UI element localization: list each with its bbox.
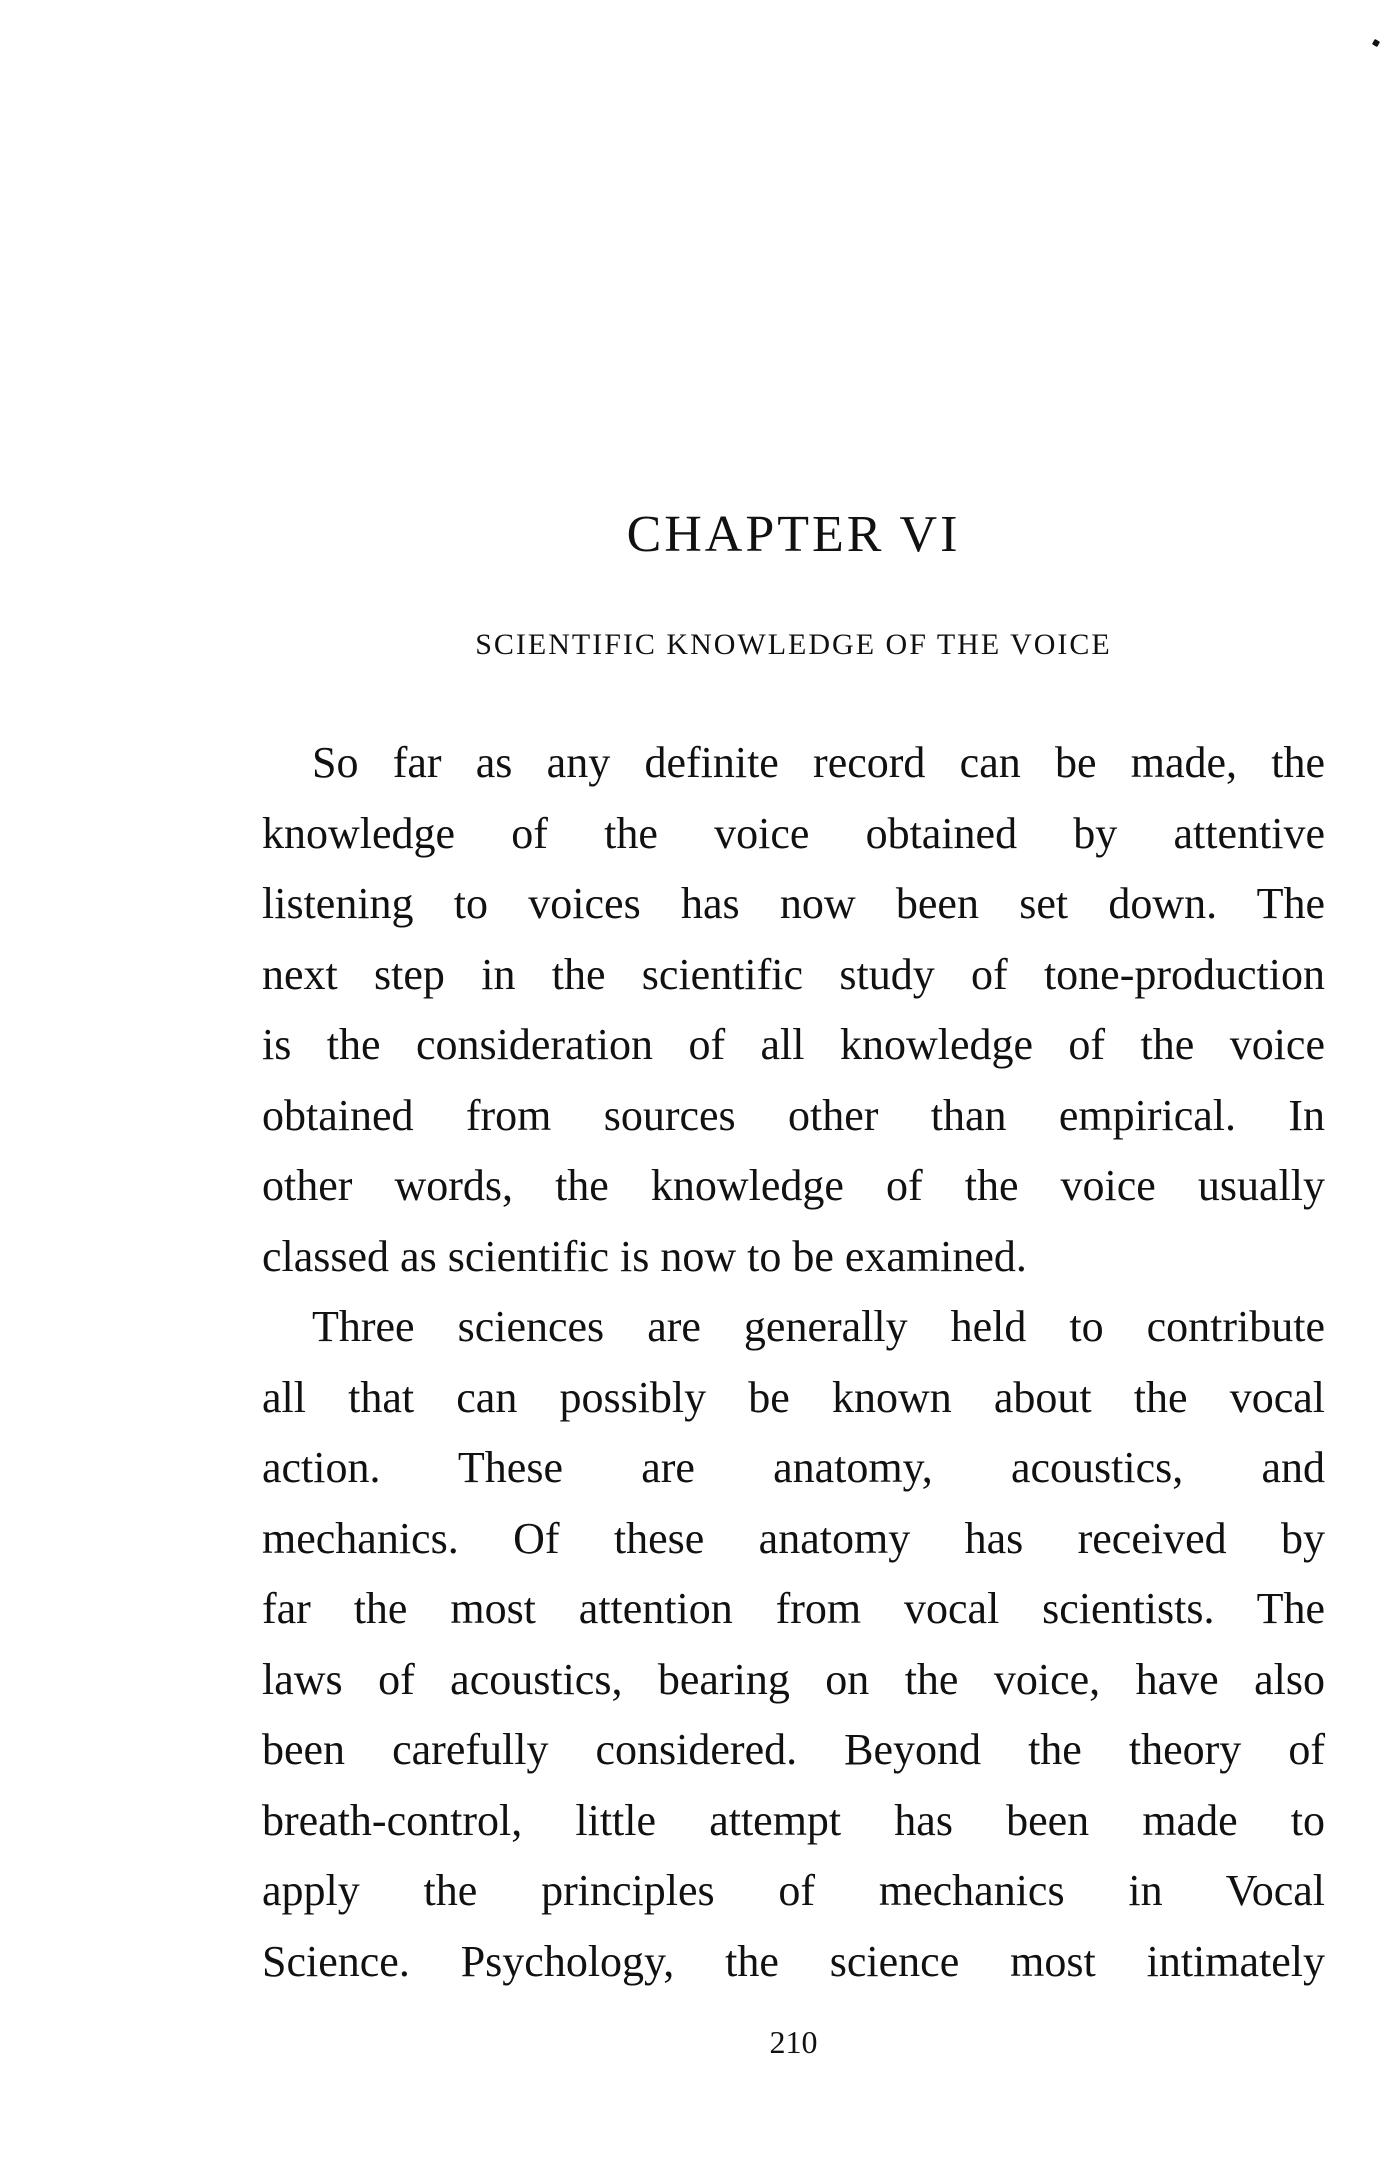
paragraph-1-line: knowledge of the voice obtained by attentive [262,808,1325,858]
chapter-title: CHAPTER VI [626,506,961,563]
scan-speck [1372,39,1380,47]
page-number: 210 [769,2024,818,2060]
paragraph-1-line: is the consideration of all knowledge of the voice [262,1020,1325,1069]
paragraph-1-line: next step in the scientific study of tone-production [262,949,1325,999]
paragraph-1-line: So far as any definite record can be made, the [312,738,1325,787]
paragraph-1-line: obtained from sources other than empirical. In [262,1090,1325,1140]
paragraph-2-line: breath-control, little attempt has been made to [262,1795,1325,1845]
paragraph-1-line: classed as scientific is now to be examined. [262,1231,1027,1281]
body-text [262,728,1325,1997]
paragraph-2-line: apply the principles of mechanics in Vocal [262,1866,1325,1915]
paragraph-2-line: Science. Psychology, the science most intimately [262,1936,1325,1986]
paragraph-2-line: far the most attention from vocal scientists. The [262,1584,1325,1633]
paragraph-2-line: laws of acoustics, bearing on the voice, have also [262,1654,1325,1704]
paragraph-2-line: Three sciences are generally held to contribute [312,1302,1325,1351]
paragraph-1-line: listening to voices has now been set down. The [262,879,1325,928]
paragraph-2-line: mechanics. Of these anatomy has received by [262,1513,1325,1563]
paragraph-2-line: all that can possibly be known about the vocal [262,1372,1325,1422]
paragraph-2-line: action. These are anatomy, acoustics, and [262,1443,1325,1492]
chapter-subtitle: SCIENTIFIC KNOWLEDGE OF THE VOICE [475,628,1112,661]
paragraph-1-line: other words, the knowledge of the voice usually [262,1161,1325,1210]
paragraph-2-line: been carefully considered. Beyond the theory of [262,1725,1325,1774]
